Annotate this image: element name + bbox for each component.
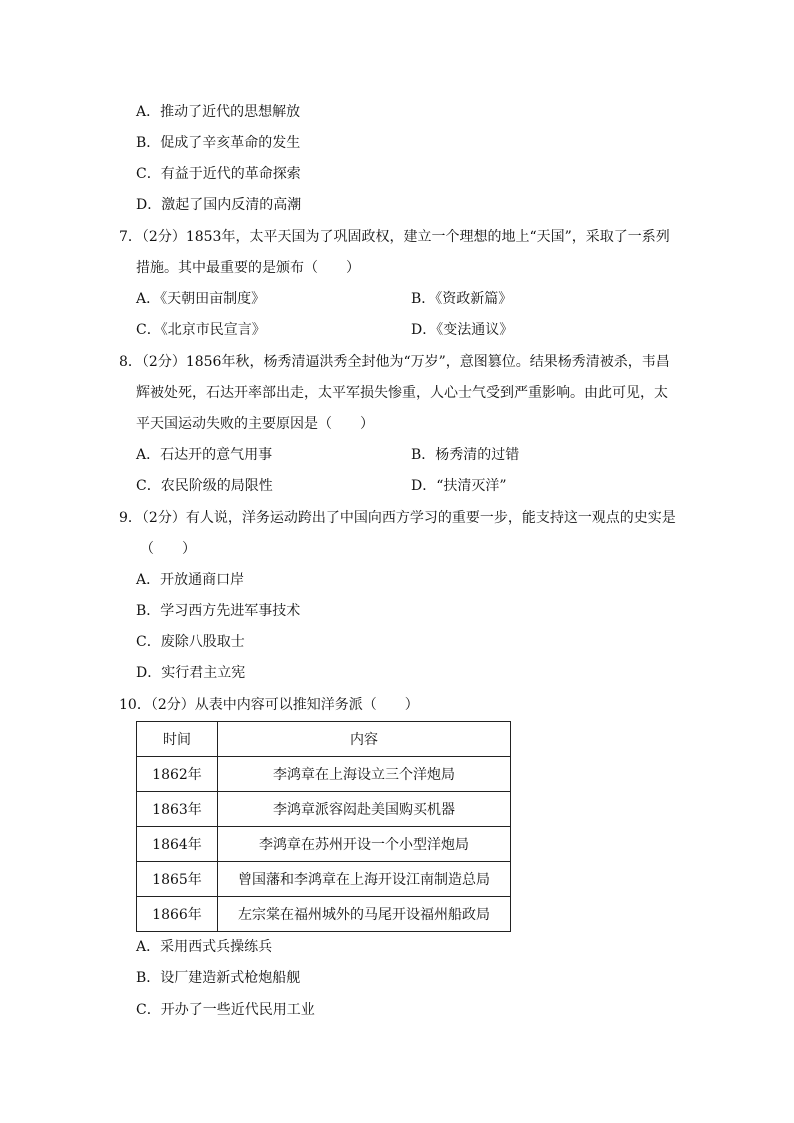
q9-option-b: B．学习西方先进军事技术 xyxy=(136,603,301,619)
table-row xyxy=(137,897,511,932)
q6-option-c: C．有益于近代的革命探索 xyxy=(136,166,301,182)
table-cell-time: 1864年 xyxy=(137,827,218,862)
q8-option-c: C．农民阶级的局限性 xyxy=(136,478,273,494)
q7-stem-line1: 7．（2分）1853年，太平天国为了巩固政权，建立一个理想的地上“天国”，采取了一系列 xyxy=(119,229,670,245)
q7-option-d: D．《变法通议》 xyxy=(411,322,514,338)
q8-stem-line3: 平天国运动失败的主要原因是（ ） xyxy=(136,416,374,432)
q10-option-b: B．设厂建造新式枪炮船舰 xyxy=(136,970,301,986)
table-header-row xyxy=(137,722,511,757)
table-row xyxy=(137,792,511,827)
table-cell-time: 1865年 xyxy=(137,862,218,897)
q7-option-a: A．《天朝田亩制度》 xyxy=(136,291,266,307)
q8-option-d: D．“扶清灭洋” xyxy=(411,478,507,494)
table-cell-content: 左宗棠在福州城外的马尾开设福州船政局 xyxy=(218,897,511,932)
q7-option-c: C．《北京市民宣言》 xyxy=(136,322,266,338)
q10-option-c: C．开办了一些近代民用工业 xyxy=(136,1002,315,1018)
table-cell-time: 1863年 xyxy=(137,792,218,827)
table-row xyxy=(137,827,511,862)
q8-option-a: A．石达开的意气用事 xyxy=(136,447,273,463)
q9-stem-line2: （ ） xyxy=(140,541,196,557)
q8-stem-line2: 辉被处死，石达开率部出走，太平军损失惨重，人心士气受到严重影响。由此可见，太 xyxy=(136,385,668,401)
q9-option-d: D．实行君主立宪 xyxy=(136,665,246,681)
table-header-content: 内容 xyxy=(218,722,511,757)
q9-option-a: A．开放通商口岸 xyxy=(136,572,245,588)
q9-option-c: C．废除八股取士 xyxy=(136,634,245,650)
q7-stem-line2: 措施。其中最重要的是颁布（ ） xyxy=(136,260,360,276)
q8-stem-line1: 8．（2分）1856年秋，杨秀清逼洪秀全封他为“万岁”，意图篡位。结果杨秀清被杀，韦昌 xyxy=(119,354,670,370)
table-cell-content: 李鸿章派容闳赴美国购买机器 xyxy=(218,792,511,827)
q6-option-a: A．推动了近代的思想解放 xyxy=(136,104,301,120)
table-header-time: 时间 xyxy=(137,722,218,757)
q10-stem: 10．（2分）从表中内容可以推知洋务派（ ） xyxy=(119,697,419,713)
table-row xyxy=(137,862,511,897)
table-row xyxy=(137,757,511,792)
q10-table xyxy=(136,721,511,932)
table-cell-time: 1862年 xyxy=(137,757,218,792)
q8-option-b: B．杨秀清的过错 xyxy=(411,447,520,463)
q10-option-a: A．采用西式兵操练兵 xyxy=(136,939,273,955)
q7-option-b: B．《资政新篇》 xyxy=(411,291,513,307)
q9-stem-line1: 9．（2分）有人说，洋务运动跨出了中国向西方学习的重要一步，能支持这一观点的史实是 xyxy=(119,510,676,526)
table-cell-content: 曾国藩和李鸿章在上海开设江南制造总局 xyxy=(218,862,511,897)
q6-option-b: B．促成了辛亥革命的发生 xyxy=(136,135,301,151)
table-cell-time: 1866年 xyxy=(137,897,218,932)
table-cell-content: 李鸿章在上海设立三个洋炮局 xyxy=(218,757,511,792)
q6-option-d: D．激起了国内反清的高潮 xyxy=(136,197,302,213)
table-cell-content: 李鸿章在苏州开设一个小型洋炮局 xyxy=(218,827,511,862)
